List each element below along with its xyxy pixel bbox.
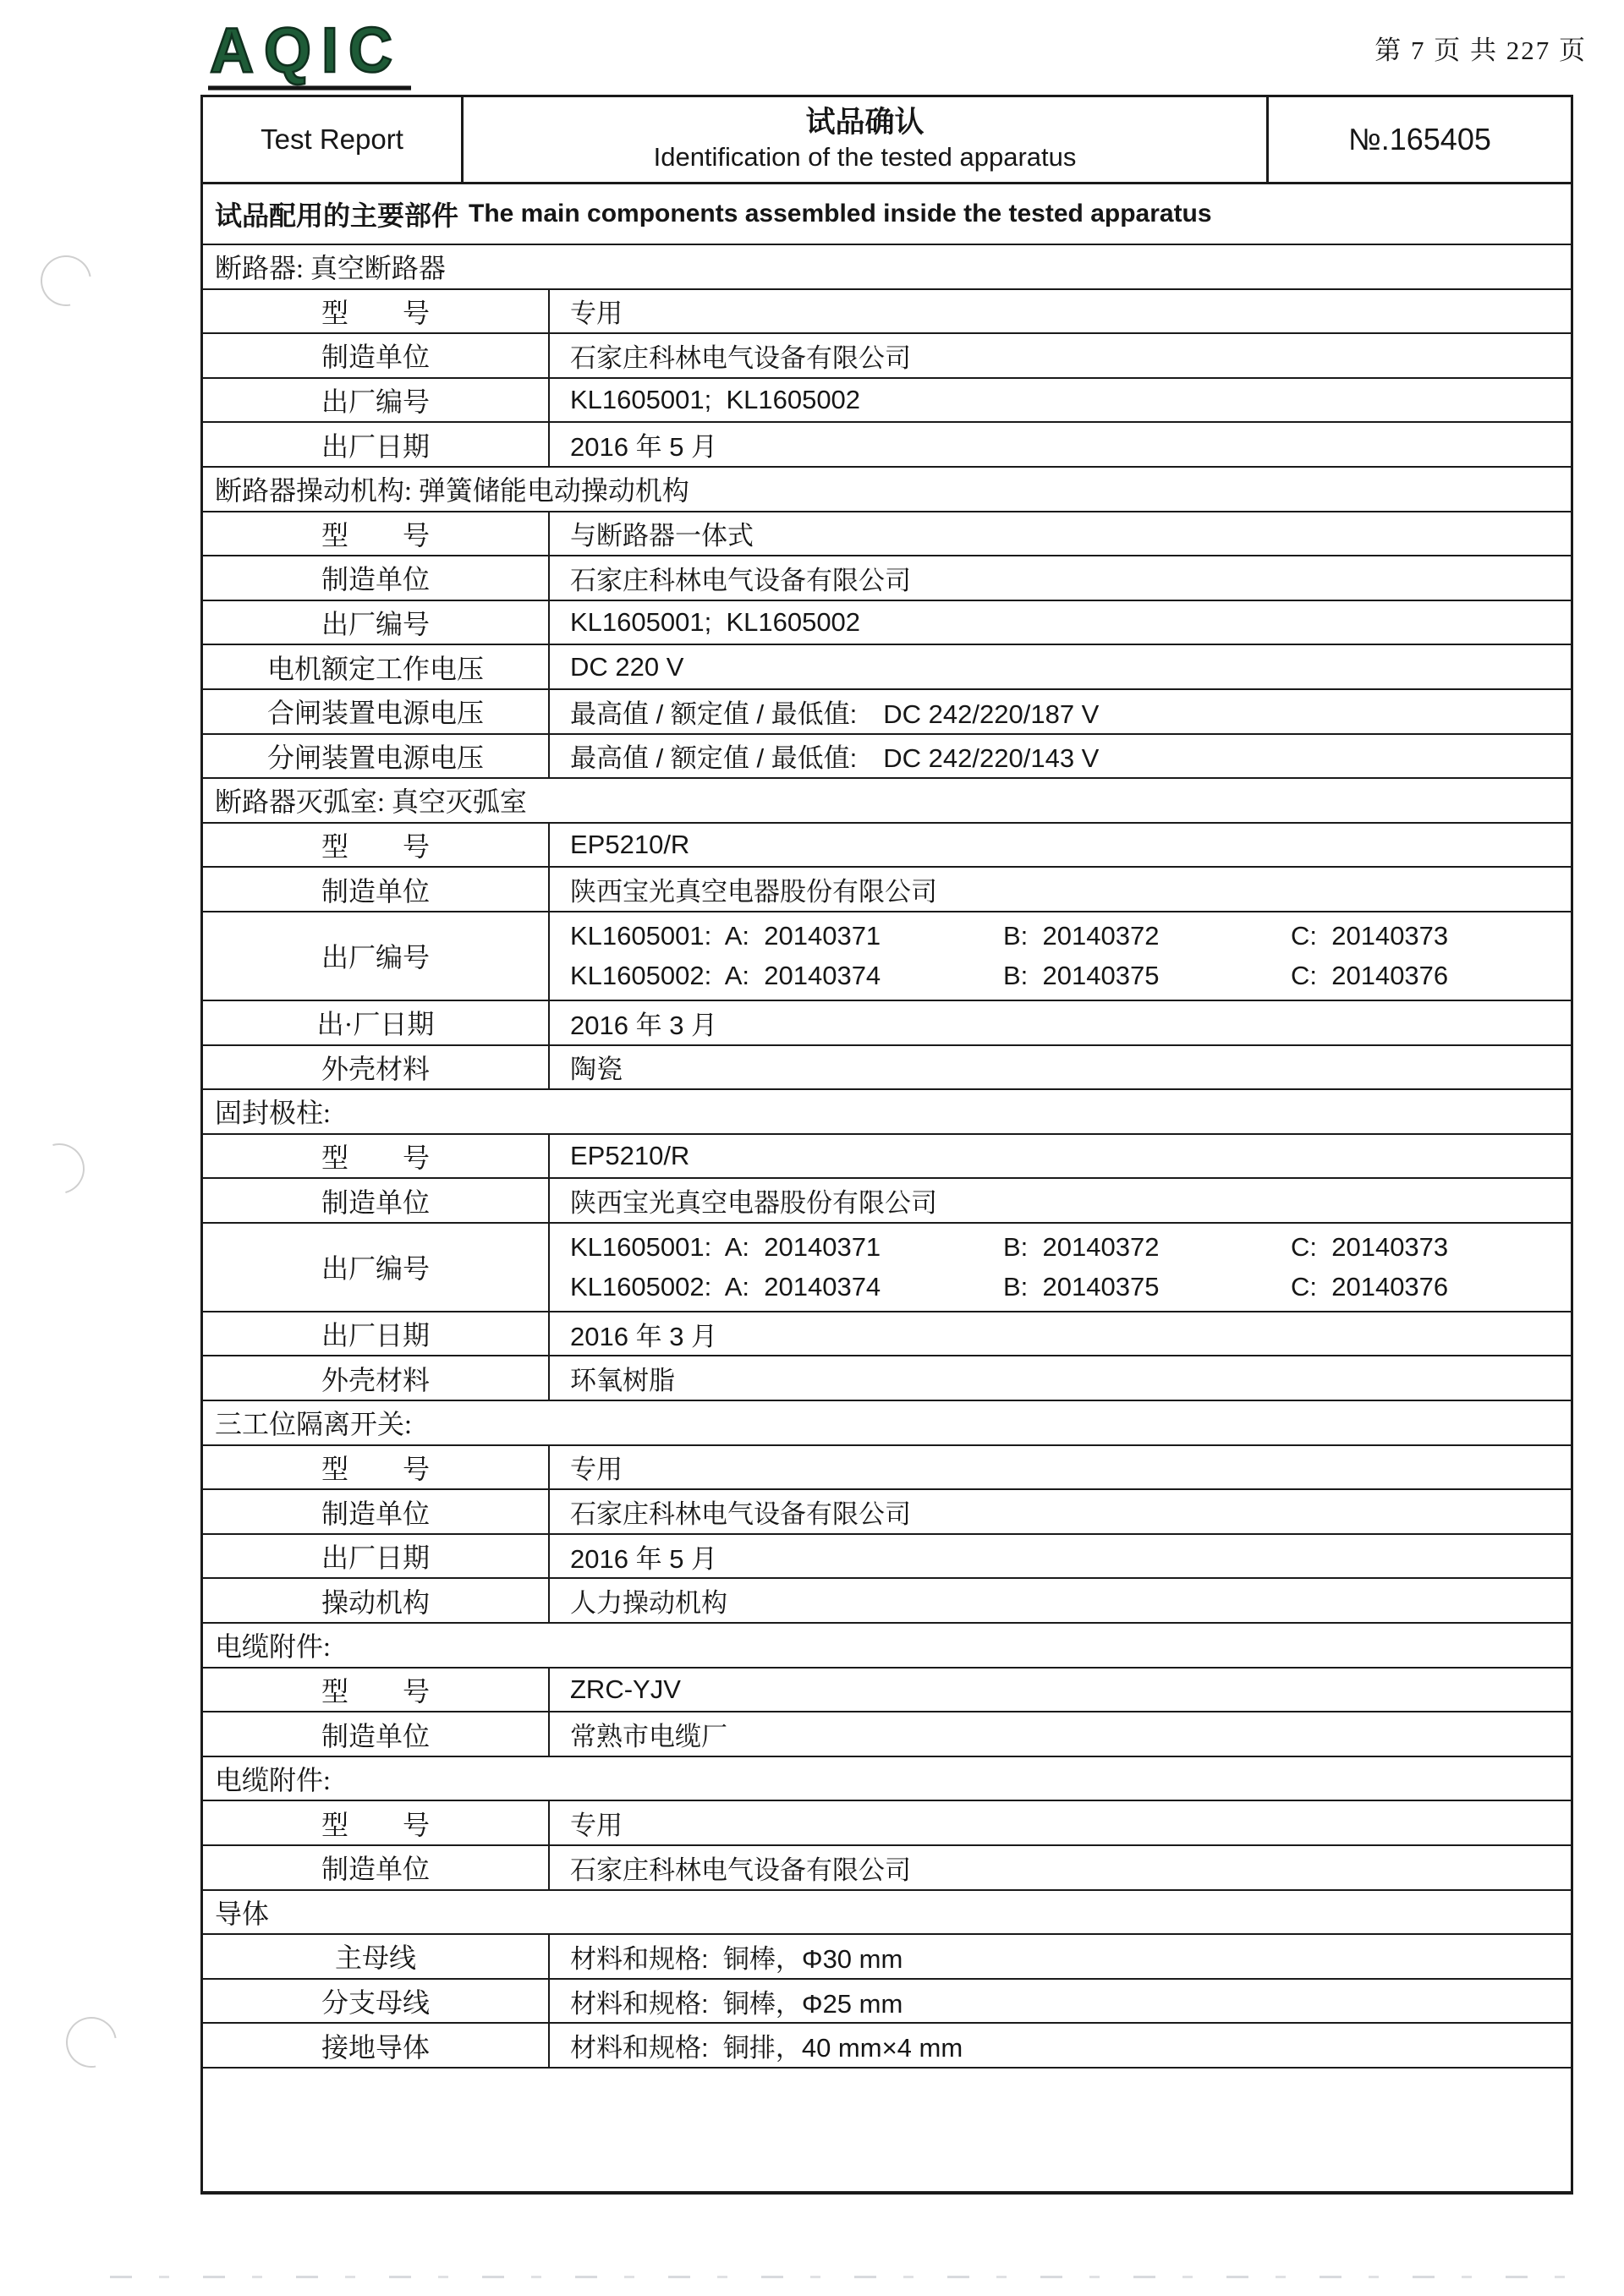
table-row bbox=[203, 1533, 1571, 1578]
row-label-cell bbox=[203, 334, 550, 377]
row-value: DC 220 V bbox=[570, 651, 684, 682]
serial-a: KL1605002: A: 20140374 bbox=[570, 960, 881, 990]
row-label-cell bbox=[203, 868, 550, 911]
punch-hole-artifact bbox=[56, 2007, 127, 2078]
serial-a: KL1605001: A: 20140371 bbox=[570, 1232, 881, 1263]
serial-c: C: 20140373 bbox=[1291, 921, 1449, 951]
row-label: 外壳材料 bbox=[321, 1364, 430, 1395]
row-label: 分支母线 bbox=[321, 1987, 430, 2019]
aqic-logo: AQIC bbox=[208, 19, 411, 90]
table-row bbox=[203, 1622, 1571, 1667]
row-value-cell bbox=[550, 1135, 1571, 1178]
table-row bbox=[203, 1667, 1571, 1712]
serial-c: C: 20140376 bbox=[1291, 960, 1449, 990]
row-label-cell bbox=[203, 824, 550, 867]
serial-line bbox=[570, 1232, 1571, 1263]
row-value-cell bbox=[550, 912, 1571, 1000]
table-row bbox=[203, 1844, 1571, 1889]
row-label: 型 号 bbox=[321, 1453, 430, 1484]
row-label: 制造单位 bbox=[321, 1854, 430, 1885]
section-label: 三工位隔离开关: bbox=[215, 1409, 412, 1440]
row-label: 外壳材料 bbox=[321, 1053, 430, 1084]
row-value-cell bbox=[550, 645, 1571, 688]
row-label: 型 号 bbox=[321, 1675, 430, 1707]
report-title-en: Identification of the tested apparatus bbox=[653, 142, 1077, 172]
serial-a: KL1605002: A: 20140374 bbox=[570, 1271, 881, 1301]
serial-b: B: 20140372 bbox=[1003, 921, 1160, 951]
row-label: 制造单位 bbox=[321, 1186, 430, 1218]
table-row bbox=[203, 184, 1571, 244]
row-value: 环氧树脂 bbox=[570, 1366, 675, 1396]
scan-noise-artifact bbox=[110, 2276, 1565, 2278]
row-value-cell bbox=[550, 690, 1571, 733]
row-value: 最高值 / 额定值 / 最低值: DC 242/220/143 V bbox=[570, 743, 1100, 774]
section-label: 断路器: 真空断路器 bbox=[215, 253, 446, 284]
row-value-cell bbox=[550, 735, 1571, 778]
table-row bbox=[203, 1088, 1571, 1133]
table-row bbox=[203, 688, 1571, 733]
row-value-cell bbox=[550, 1712, 1571, 1756]
row-label: 型 号 bbox=[321, 1809, 430, 1840]
row-value: 材料和规格: 铜排，40 mm×4 mm bbox=[570, 2033, 963, 2063]
row-label-cell bbox=[203, 645, 550, 688]
row-value-cell bbox=[550, 2024, 1571, 2067]
row-label-cell bbox=[203, 1935, 550, 1978]
table-row bbox=[203, 244, 1571, 288]
row-value: 陶瓷 bbox=[570, 1055, 623, 1085]
row-label: 出厂日期 bbox=[321, 430, 430, 462]
row-label: 型 号 bbox=[321, 831, 430, 863]
row-value: ZRC-YJV bbox=[570, 1674, 681, 1704]
report-header-table bbox=[200, 95, 1573, 184]
row-label: 制造单位 bbox=[321, 564, 430, 595]
row-value: 材料和规格: 铜棒，Φ25 mm bbox=[570, 1988, 903, 2019]
row-value-cell bbox=[550, 1490, 1571, 1533]
row-value-cell bbox=[550, 1535, 1571, 1578]
section-label: 电缆附件: bbox=[215, 1765, 331, 1796]
row-label-cell bbox=[203, 1579, 550, 1622]
table-row bbox=[203, 1311, 1571, 1356]
row-value: 材料和规格: 铜棒，Φ30 mm bbox=[570, 1943, 903, 1974]
row-label-cell bbox=[203, 1001, 550, 1044]
row-label: 出·厂日期 bbox=[316, 1009, 435, 1040]
row-value: 2016 年 3 月 bbox=[570, 1321, 718, 1351]
header-cell-report-no bbox=[1269, 97, 1571, 182]
table-row bbox=[203, 1933, 1571, 1978]
row-value-cell bbox=[550, 334, 1571, 377]
table-row bbox=[203, 911, 1571, 1000]
table-row bbox=[203, 1400, 1571, 1444]
row-label: 操动机构 bbox=[321, 1586, 430, 1618]
row-label: 出厂日期 bbox=[321, 1543, 430, 1574]
row-value-cell bbox=[550, 868, 1571, 911]
row-value: EP5210/R bbox=[570, 830, 690, 860]
row-value: 石家庄科林电气设备有限公司 bbox=[570, 1855, 911, 1885]
row-value: 专用 bbox=[570, 299, 623, 329]
row-label-cell bbox=[203, 1490, 550, 1533]
row-value-cell bbox=[550, 1179, 1571, 1222]
table-row bbox=[203, 1000, 1571, 1044]
serial-a: KL1605001: A: 20140371 bbox=[570, 921, 881, 951]
row-value-cell bbox=[550, 1001, 1571, 1044]
serial-b: B: 20140375 bbox=[1003, 1271, 1160, 1301]
table-row bbox=[203, 377, 1571, 422]
row-label: 接地导体 bbox=[321, 2031, 430, 2063]
table-row bbox=[203, 2067, 1571, 2191]
row-label-cell bbox=[203, 1669, 550, 1712]
row-label: 出厂编号 bbox=[321, 609, 430, 640]
row-label-cell bbox=[203, 290, 550, 333]
row-value-cell bbox=[550, 1356, 1571, 1400]
table-row bbox=[203, 777, 1571, 822]
report-title-zh: 试品确认 bbox=[805, 106, 924, 139]
row-value-cell bbox=[550, 1980, 1571, 2023]
row-value-cell bbox=[550, 824, 1571, 867]
row-value: 石家庄科林电气设备有限公司 bbox=[570, 342, 911, 373]
row-label: 型 号 bbox=[321, 1142, 430, 1173]
row-value: KL1605001; KL1605002 bbox=[570, 607, 861, 638]
row-label: 出厂编号 bbox=[321, 386, 430, 418]
serial-b: B: 20140372 bbox=[1003, 1232, 1160, 1263]
serial-c: C: 20140376 bbox=[1291, 1271, 1449, 1301]
row-label-cell bbox=[203, 1846, 550, 1889]
serial-line bbox=[570, 921, 1571, 951]
report-number: №.165405 bbox=[1348, 122, 1491, 156]
row-label-cell bbox=[203, 1224, 550, 1311]
row-value-cell bbox=[550, 290, 1571, 333]
table-row bbox=[203, 1488, 1571, 1533]
row-label-cell bbox=[203, 379, 550, 422]
serial-b: B: 20140375 bbox=[1003, 960, 1160, 990]
table-row bbox=[203, 600, 1571, 644]
row-label-cell bbox=[203, 1135, 550, 1178]
table-row bbox=[203, 555, 1571, 600]
row-value-cell bbox=[550, 1846, 1571, 1889]
section-label: 断路器灭弧室: 真空灭弧室 bbox=[215, 786, 527, 818]
row-label-cell bbox=[203, 1801, 550, 1844]
row-label-cell bbox=[203, 1446, 550, 1489]
row-value-cell bbox=[550, 1669, 1571, 1712]
row-label: 分闸装置电源电压 bbox=[266, 742, 484, 773]
serial-line bbox=[570, 961, 1571, 991]
table-row bbox=[203, 332, 1571, 377]
row-value-cell bbox=[550, 1046, 1571, 1089]
row-label: 制造单位 bbox=[321, 342, 430, 373]
table-row bbox=[203, 2022, 1571, 2067]
table-row bbox=[203, 733, 1571, 778]
table-row bbox=[203, 288, 1571, 333]
row-value: 人力操动机构 bbox=[570, 1588, 727, 1619]
row-value-cell bbox=[550, 1224, 1571, 1311]
row-value-cell bbox=[550, 1801, 1571, 1844]
table-row bbox=[203, 1756, 1571, 1800]
row-title-zh: 试品配用的主要部件 bbox=[215, 200, 459, 231]
row-label: 出厂编号 bbox=[321, 1253, 430, 1285]
table-row bbox=[203, 822, 1571, 867]
row-label-cell bbox=[203, 735, 550, 778]
table-row bbox=[203, 1355, 1571, 1400]
row-label-cell bbox=[203, 601, 550, 644]
table-row bbox=[203, 1889, 1571, 1934]
serial-line bbox=[570, 1272, 1571, 1302]
punch-hole-artifact bbox=[25, 1134, 94, 1203]
row-value-cell bbox=[550, 556, 1571, 600]
row-label: 型 号 bbox=[321, 297, 430, 328]
table-row bbox=[203, 1978, 1571, 2023]
table-row bbox=[203, 1577, 1571, 1622]
row-value-cell bbox=[550, 1579, 1571, 1622]
row-value: 陕西宝光真空电器股份有限公司 bbox=[570, 877, 937, 907]
row-value: 石家庄科林电气设备有限公司 bbox=[570, 565, 911, 595]
row-value: 专用 bbox=[570, 1811, 623, 1841]
row-label-cell bbox=[203, 1046, 550, 1089]
row-value: 陕西宝光真空电器股份有限公司 bbox=[570, 1188, 937, 1219]
row-value: 专用 bbox=[570, 1455, 623, 1485]
row-value-cell bbox=[550, 379, 1571, 422]
table-row bbox=[203, 1800, 1571, 1844]
row-label: 合闸装置电源电压 bbox=[266, 698, 484, 729]
row-value: 与断路器一体式 bbox=[570, 521, 754, 551]
table-row bbox=[203, 1222, 1571, 1311]
table-row bbox=[203, 1177, 1571, 1222]
row-value-cell bbox=[550, 601, 1571, 644]
row-value: 2016 年 5 月 bbox=[570, 432, 718, 463]
row-label: 电机额定工作电压 bbox=[266, 653, 484, 684]
row-value-cell bbox=[550, 512, 1571, 556]
row-label-cell bbox=[203, 1535, 550, 1578]
punch-hole-artifact bbox=[30, 245, 102, 316]
section-label: 电缆附件: bbox=[215, 1631, 331, 1663]
table-row bbox=[203, 421, 1571, 466]
row-value: EP5210/R bbox=[570, 1140, 690, 1170]
row-label: 型 号 bbox=[321, 519, 430, 551]
section-label: 导体 bbox=[215, 1898, 270, 1929]
table-row bbox=[203, 1711, 1571, 1756]
main-table bbox=[200, 184, 1573, 2195]
row-value: KL1605001; KL1605002 bbox=[570, 385, 861, 415]
row-value: 2016 年 3 月 bbox=[570, 1010, 718, 1040]
row-label-cell bbox=[203, 690, 550, 733]
row-label-cell bbox=[203, 2024, 550, 2067]
row-label: 主母线 bbox=[334, 1943, 416, 1974]
row-label-cell bbox=[203, 912, 550, 1000]
section-label: 固封极柱: bbox=[215, 1098, 331, 1129]
page-number: 第 7 页 共 227 页 bbox=[1374, 36, 1587, 65]
table-row bbox=[203, 511, 1571, 556]
table-row bbox=[203, 1133, 1571, 1178]
row-label: 制造单位 bbox=[321, 1720, 430, 1751]
table-row bbox=[203, 466, 1571, 511]
row-label-cell bbox=[203, 1179, 550, 1222]
section-label: 断路器操动机构: 弹簧储能电动操动机构 bbox=[215, 475, 689, 507]
row-value: 2016 年 5 月 bbox=[570, 1543, 718, 1574]
row-label-cell bbox=[203, 1980, 550, 2023]
row-value-cell bbox=[550, 1312, 1571, 1356]
table-row bbox=[203, 866, 1571, 911]
row-label-cell bbox=[203, 1312, 550, 1356]
row-value-cell bbox=[550, 1935, 1571, 1978]
test-report-label: Test Report bbox=[261, 123, 403, 155]
row-label-cell bbox=[203, 512, 550, 556]
table-row bbox=[203, 1044, 1571, 1089]
row-label: 出厂编号 bbox=[321, 942, 430, 973]
row-value: 石家庄科林电气设备有限公司 bbox=[570, 1499, 911, 1530]
row-label-cell bbox=[203, 1356, 550, 1400]
row-value: 常熟市电缆厂 bbox=[570, 1722, 727, 1752]
header-cell-test-report bbox=[203, 97, 464, 182]
row-title-en: The main components assembled inside the tested apparatus bbox=[469, 200, 1212, 227]
row-value-cell bbox=[550, 423, 1571, 466]
row-label-cell bbox=[203, 423, 550, 466]
row-label: 制造单位 bbox=[321, 1498, 430, 1529]
table-row bbox=[203, 1444, 1571, 1489]
table-row bbox=[203, 644, 1571, 688]
row-value: 最高值 / 额定值 / 最低值: DC 242/220/187 V bbox=[570, 699, 1100, 729]
serial-c: C: 20140373 bbox=[1291, 1232, 1449, 1263]
row-label: 出厂日期 bbox=[321, 1320, 430, 1351]
header-cell-title bbox=[464, 97, 1269, 182]
row-label-cell bbox=[203, 556, 550, 600]
row-label: 制造单位 bbox=[321, 875, 430, 907]
row-value-cell bbox=[550, 1446, 1571, 1489]
row-label-cell bbox=[203, 1712, 550, 1756]
